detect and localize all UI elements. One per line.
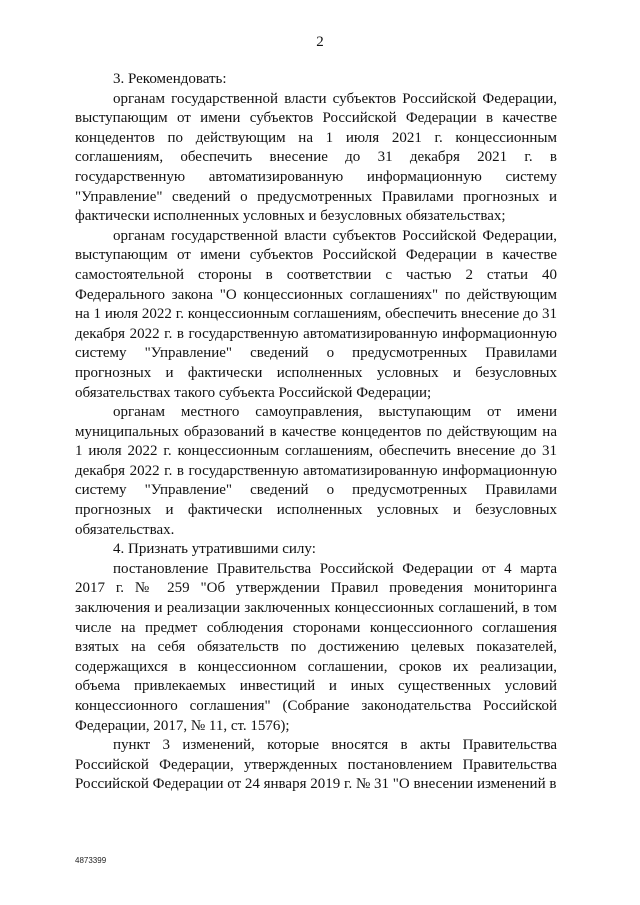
paragraph-regional-authorities-independent-party: органам государственной власти субъектов Российской Федерации, выступающим от имени субъектов Российской Федерации в качестве самостоятельной стороны в соответствии с частью 2 статьи 40 Федерального закона "О концессионных соглашениях" по действующим на 1 июля 2022 г. концессионным соглашениям, обеспечить внесение до 31 декабря 2022 г. в государственную автоматизированную информационную систему "Управление" сведений о предусмотренных Правилами прогнозных и фактически исполненных условных и безусловных обязательствах такого субъекта Российской Федерации; xyxy=(75,227,557,401)
section-heading-3: 3. Рекомендовать: xyxy=(113,71,227,87)
paragraph-local-self-government: органам местного самоуправления, выступающим от имени муниципальных образований в качестве концедентов по действующим на 1 июля 2022 г. концессионным соглашениям, обеспечить внесение до 31 декабря 2022 г. в государственную автоматизированную информационную систему "Управление" сведений о предусмотренных Правилами прогнозных и фактически исполненных условных и безусловных обязательствах. xyxy=(75,404,557,538)
paragraph-regional-authorities-concedents: органам государственной власти субъектов Российской Федерации, выступающим от имени субъектов Российской Федерации в качестве концедентов по действующим на 1 июля 2021 г. концессионным соглашениям, обеспечить внесение до 31 декабря 2021 г. в государственную автоматизированную информационную систему "Управление" сведений о предусмотренных Правилами прогнозных и фактически исполненных условных и безусловных обязательствах; xyxy=(75,90,557,225)
section-heading-4: 4. Признать утратившими силу: xyxy=(113,541,316,558)
document-code: 4873399 xyxy=(75,856,107,865)
document-body xyxy=(75,70,557,795)
paragraph-repealed-resolution: постановление Правительства Российской Федерации от 4 марта 2017 г. № 259 "Об утверждении Правил проведения мониторинга заключения и реализации заключенных концессионных соглашений, в том числе на предмет соблюдения сторонами концессионного соглашения взятых на себя обязательств по достижению целевых показателей, содержащихся в концессионном соглашении, сроков их реализации, объема привлекаемых инвестиций и иных существенных условий концессионного соглашения" (Собрание законодательства Российской Федерации, 2017, № 11, ст. 1576); xyxy=(75,560,557,734)
paragraph-repealed-clause: пункт 3 изменений, которые вносятся в акты Правительства Российской Федерации, утвержденных постановлением Правительства Российской Федерации от 24 января 2019 г. № 31 "О внесении изменений в xyxy=(75,737,557,793)
page-number: 2 xyxy=(316,34,324,50)
